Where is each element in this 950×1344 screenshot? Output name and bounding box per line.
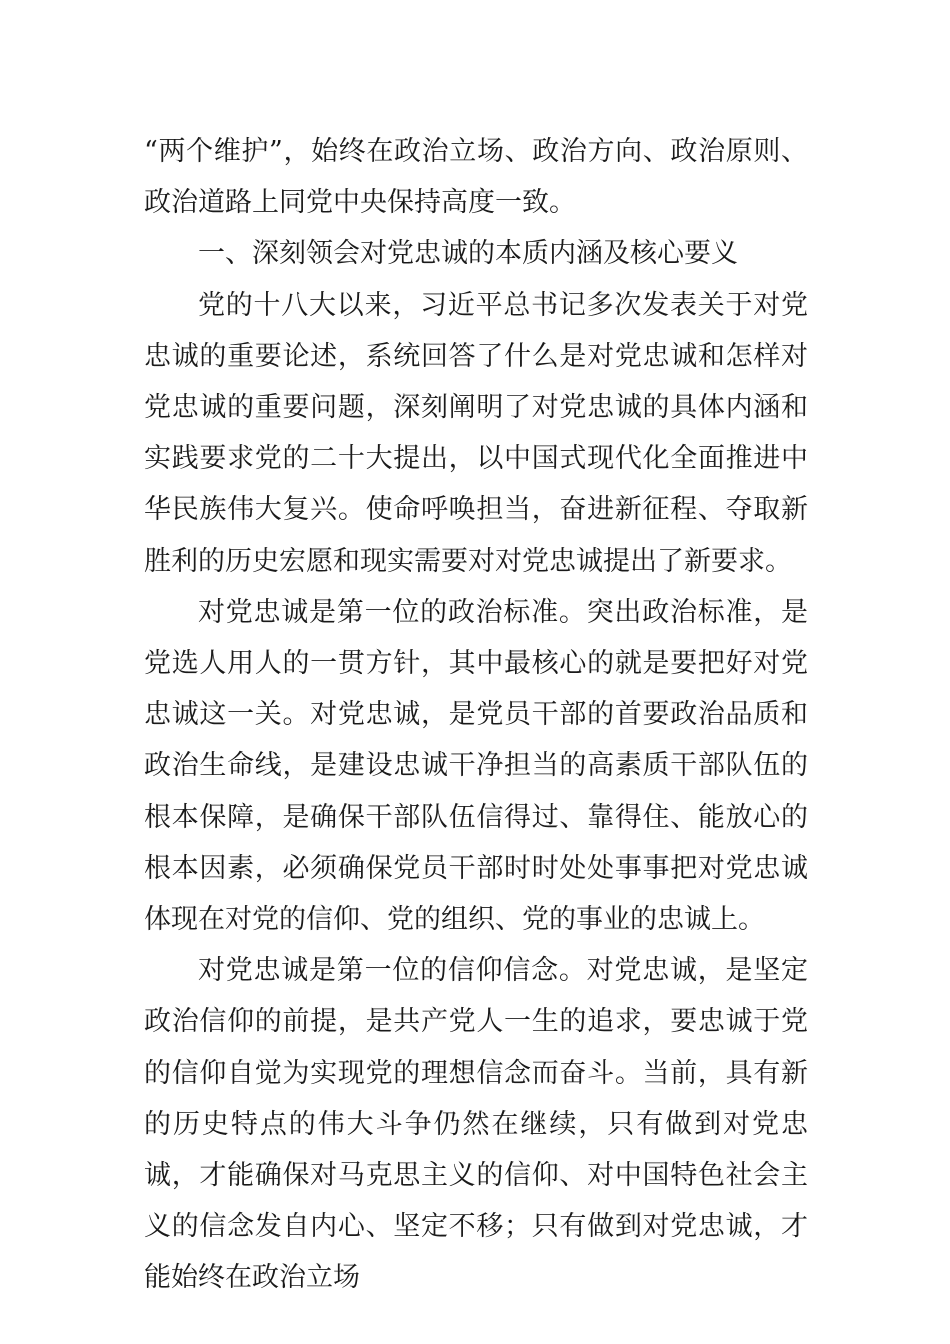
paragraph-overview: 党的十八大以来，习近平总书记多次发表关于对党忠诚的重要论述，系统回答了什么是对党忠诚和怎样对党忠诚的重要问题，深刻阐明了对党忠诚的具体内涵和实践要求党的二十大提出，以中国式现代化全面推进中华民族伟大复兴。使命呼唤担当，奋进新征程、夺取新胜利的历史宏愿和现实需要对对党忠诚提出了新要求。 (144, 289, 808, 577)
paragraph-continuation: “两个维护”，始终在政治立场、政治方向、政治原则、政治道路上同党中央保持高度一致。 (144, 136, 808, 219)
paragraph-political-standard: 对党忠诚是第一位的政治标准。突出政治标准，是党选人用人的一贯方针，其中最核心的就是要把好对党忠诚这一关。对党忠诚，是党员干部的首要政治品质和政治生命线，是建设忠诚干净担当的高素质干部队伍的根本保障，是确保干部队伍信得过、靠得住、能放心的根本因素，必须确保党员干部时时处处事事把对党忠诚体现在对党的信仰、党的组织、党的事业的忠诚上。 (144, 596, 808, 936)
section-heading: 一、深刻领会对党忠诚的本质内涵及核心要义 (198, 238, 738, 270)
paragraph-faith-belief: 对党忠诚是第一位的信仰信念。对党忠诚，是坚定政治信仰的前提，是共产党人一生的追求，要忠诚于党的信仰自觉为实现党的理想信念而奋斗。当前，具有新的历史特点的伟大斗争仍然在继续，只有做到对党忠诚，才能确保对马克思主义的信仰、对中国特色社会主义的信念发自内心、坚定不移；只有做到对党忠诚，才能始终在政治立场 (144, 955, 808, 1294)
document-body (144, 126, 808, 1304)
